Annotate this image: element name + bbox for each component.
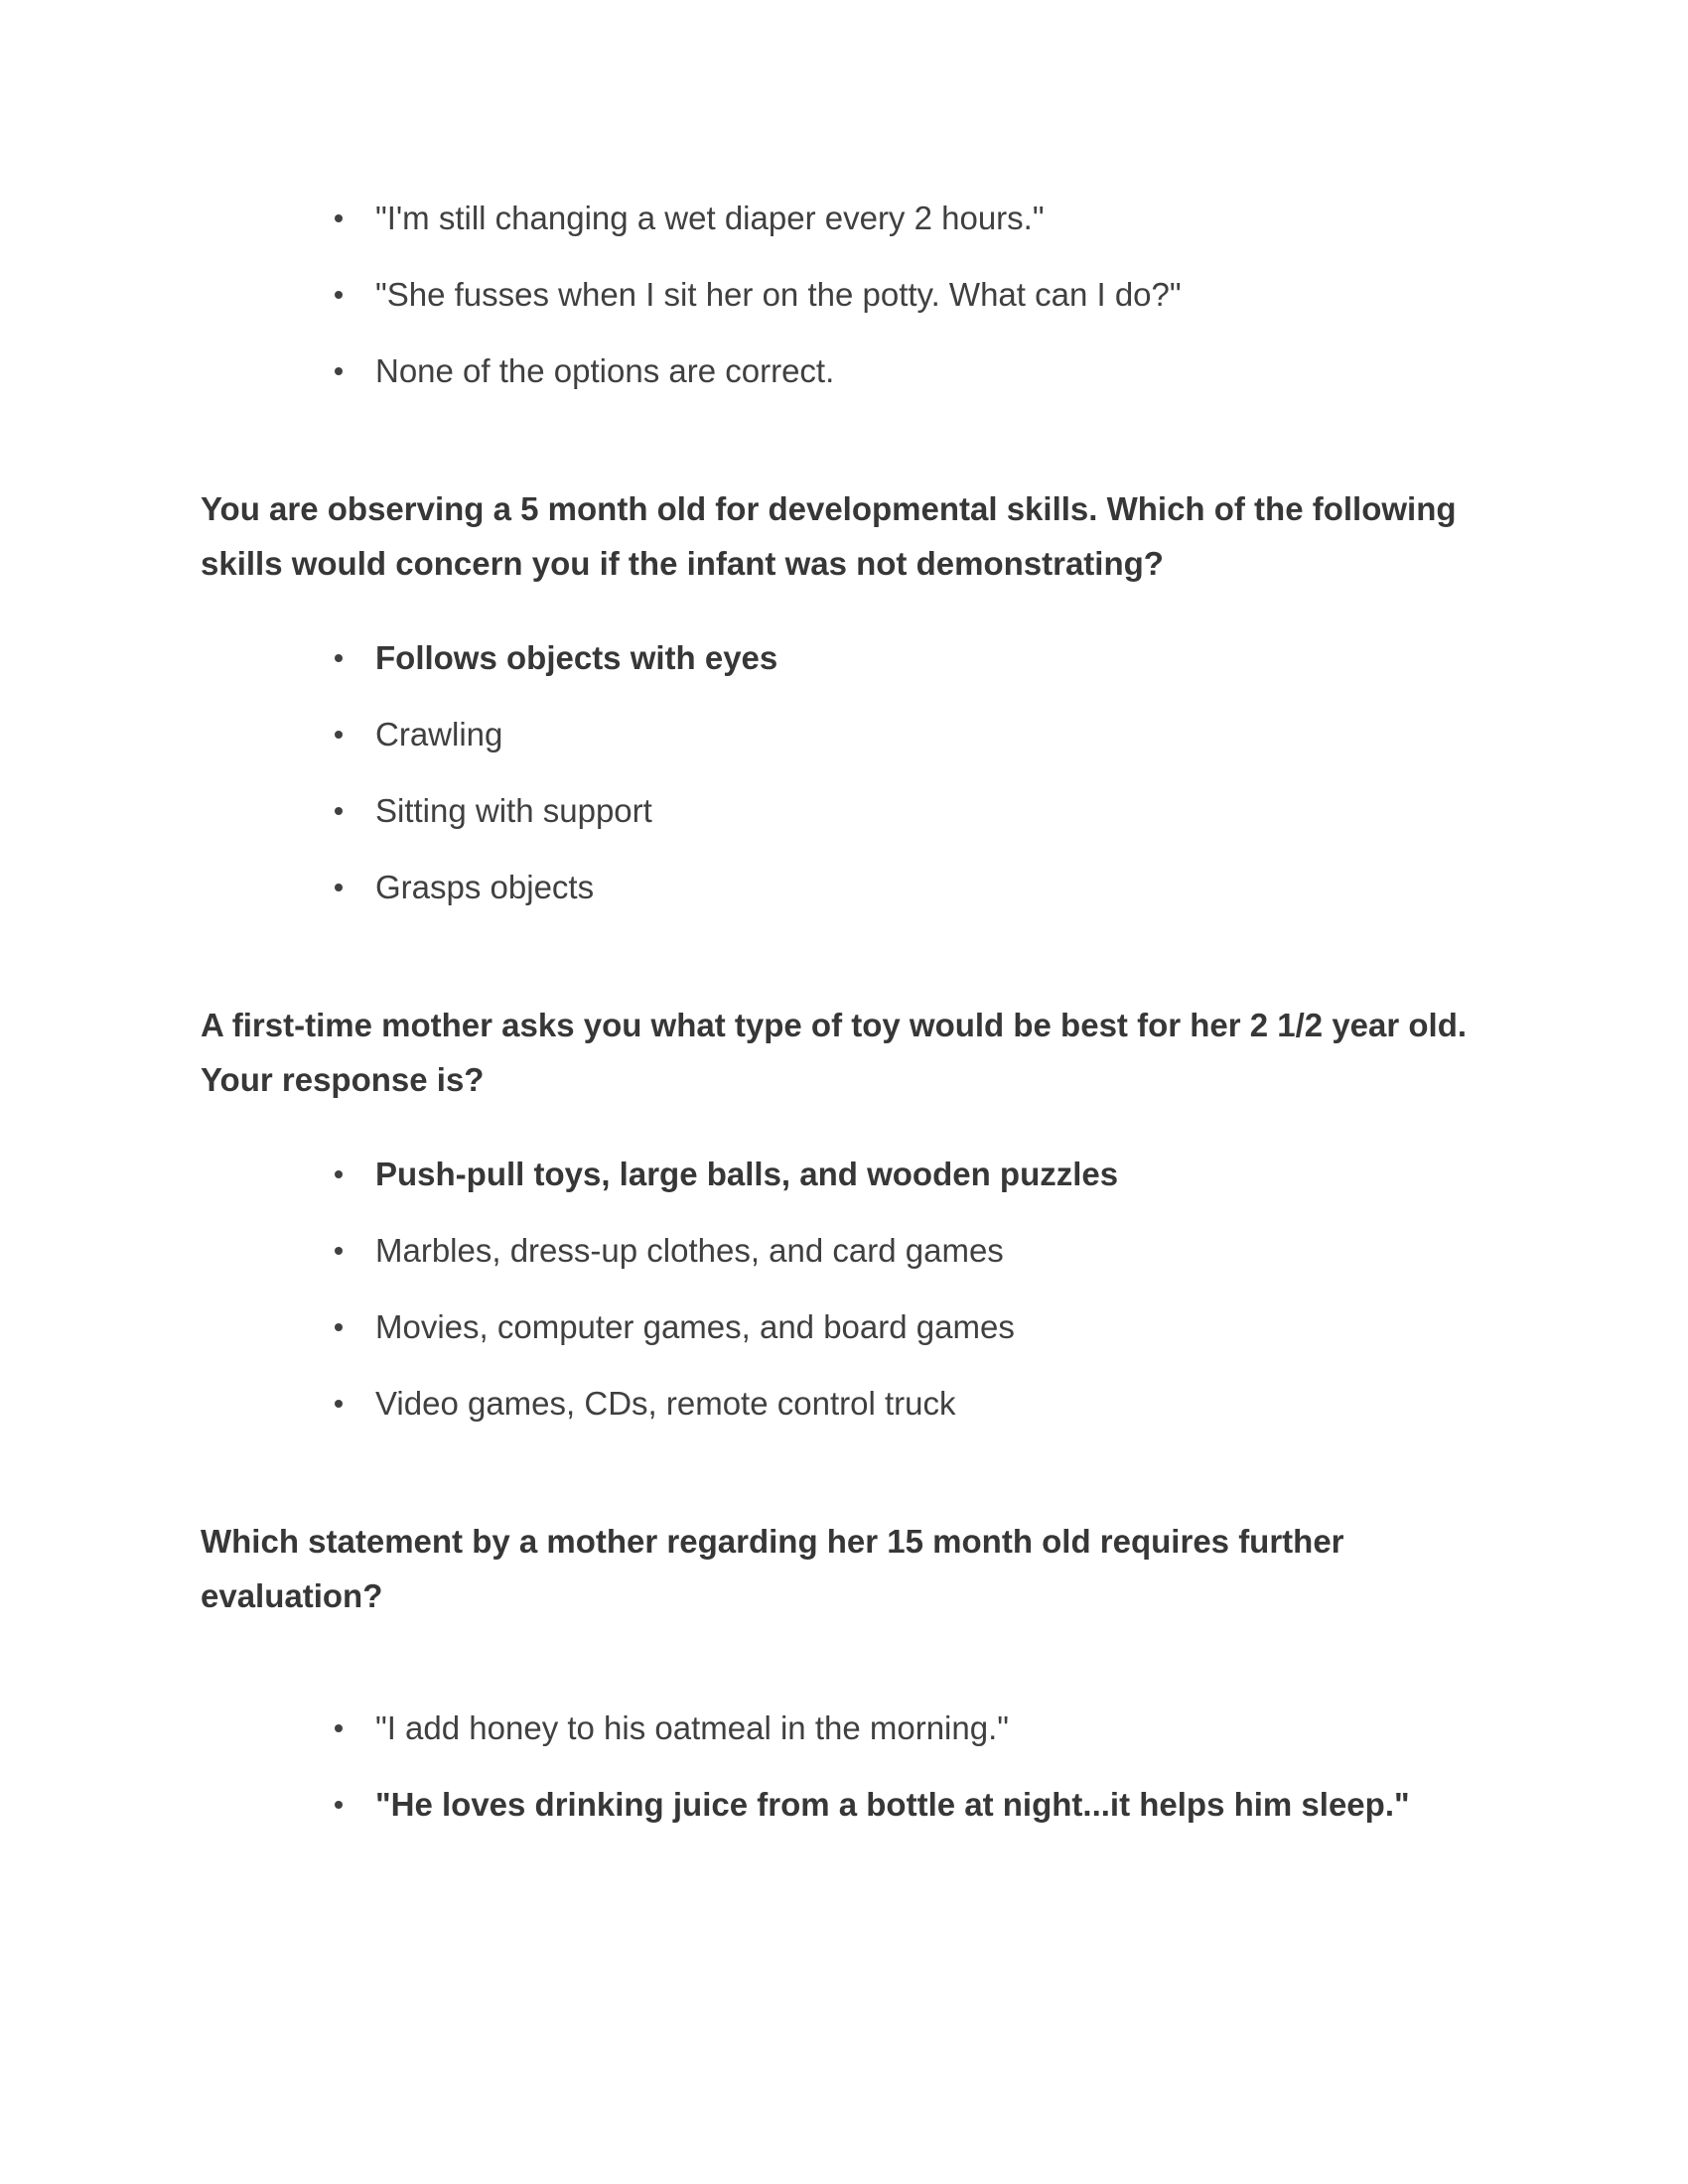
question-1 xyxy=(201,481,1648,591)
list-item-text: "I add honey to his oatmeal in the morning." xyxy=(375,1709,1009,1746)
list-item-text: "I'm still changing a wet diaper every 2 hours." xyxy=(375,200,1045,236)
bullet-icon xyxy=(335,291,343,299)
question-line: Your response is? xyxy=(201,1061,485,1098)
list-item xyxy=(201,1777,1648,1833)
answer-list-2 xyxy=(201,630,1648,915)
list-item-text: "She fusses when I sit her on the potty. What can I do?" xyxy=(375,276,1182,313)
list-item xyxy=(201,630,1648,686)
question-line: evaluation? xyxy=(201,1577,383,1614)
bullet-icon xyxy=(335,654,343,662)
list-item xyxy=(201,1223,1648,1279)
list-item xyxy=(201,1299,1648,1355)
list-item-text: Crawling xyxy=(375,716,503,752)
list-item xyxy=(201,707,1648,762)
bullet-icon xyxy=(335,214,343,222)
bullet-icon xyxy=(335,1170,343,1178)
bullet-icon xyxy=(335,884,343,891)
list-item xyxy=(201,1701,1648,1756)
question-line: You are observing a 5 month old for developmental skills. Which of the following xyxy=(201,490,1457,527)
question-3 xyxy=(201,1514,1648,1623)
list-item xyxy=(201,191,1648,246)
answer-list-1 xyxy=(201,191,1648,399)
bullet-icon xyxy=(335,731,343,739)
list-item xyxy=(201,783,1648,839)
list-item-text: Sitting with support xyxy=(375,792,652,829)
list-item-text: Movies, computer games, and board games xyxy=(375,1308,1015,1345)
list-item xyxy=(201,860,1648,915)
question-line: skills would concern you if the infant was not demonstrating? xyxy=(201,545,1164,582)
bullet-icon xyxy=(335,1247,343,1255)
answer-list-3 xyxy=(201,1147,1648,1432)
bullet-icon xyxy=(335,1400,343,1408)
answer-list-4 xyxy=(201,1701,1648,1833)
list-item xyxy=(201,1376,1648,1432)
list-item-text: "He loves drinking juice from a bottle at night...it helps him sleep." xyxy=(375,1786,1410,1823)
list-item xyxy=(201,267,1648,323)
list-item-text: Follows objects with eyes xyxy=(375,639,778,676)
list-item-text: Push-pull toys, large balls, and wooden puzzles xyxy=(375,1156,1119,1192)
question-line: A first-time mother asks you what type of toy would be best for her 2 1/2 year old. xyxy=(201,1007,1468,1043)
bullet-icon xyxy=(335,1323,343,1331)
bullet-icon xyxy=(335,367,343,375)
list-item-text: Video games, CDs, remote control truck xyxy=(375,1385,956,1422)
bullet-icon xyxy=(335,807,343,815)
bullet-icon xyxy=(335,1724,343,1732)
question-2 xyxy=(201,998,1648,1107)
list-item-text: Grasps objects xyxy=(375,869,595,905)
list-item-text: Marbles, dress-up clothes, and card games xyxy=(375,1232,1004,1269)
list-item xyxy=(201,1147,1648,1202)
bullet-icon xyxy=(335,1801,343,1809)
list-item xyxy=(201,343,1648,399)
list-item-text: None of the options are correct. xyxy=(375,352,835,389)
question-line: Which statement by a mother regarding her 15 month old requires further xyxy=(201,1523,1344,1560)
